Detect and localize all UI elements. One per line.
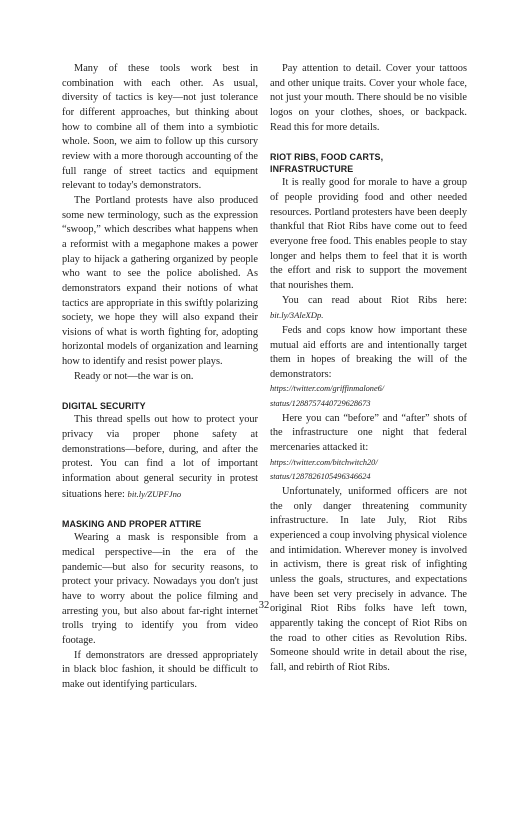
bitchwitch-tweet-link-line-2[interactable]: status/1287826105496346624 [270, 472, 371, 482]
paragraph-masking-1: Wearing a mask is responsible from a medical perspective—in the era of the pandemic—but also for security reasons, to protect your privacy. Nowadays you don't just have to worry about the police filming and arresting you, but also about far-right internet trolls trying to identify you from video footage. [62, 532, 258, 646]
paragraph-uniformed-officers: Unfortunately, uniformed officers are not the only danger threatening community infrastructure. In late July, Riot Ribs experienced a coup involving physical violence and intimidation. Wherever money is involved in activism, there is great risk of infighting unless the goals, structures, and expectations have been set very precisely in advance. The original Riot Ribs folks have left town, apparently taking the concept of Riot Ribs on the road to other cities as Revolution Ribs. Someone should write in detail about the rise, fall, and rebirth of Riot Ribs. [270, 486, 467, 673]
heading-digital-security: DIGITAL SECURITY [62, 401, 146, 412]
paragraph-riot-ribs-morale: It is really good for morale to have a group of people providing food and other needed resources. Portland protesters have been deeply thankful that Riot Ribs have come out to feed everyone free food. This enables people to stay longer and helps them to feel that it is worth the effort and risk to support the movement that nourishes them. [270, 177, 467, 291]
paragraph-before-after [270, 412, 467, 485]
heading-riot-ribs: RIOT RIBS, FOOD CARTS, INFRASTRUCTURE [270, 152, 384, 175]
paragraph-attention-detail: Pay attention to detail. Cover your tattoos and other unique traits. Cover your whole face, not just your mouth. There should be no visible logos on your clothes, shoes, or backpack. Read this for more details. [270, 63, 467, 133]
right-column [270, 62, 467, 676]
left-column [62, 62, 258, 693]
paragraph-riot-ribs-read [270, 294, 467, 324]
paragraph-war-is-on: Ready or not—the war is on. [74, 370, 194, 382]
feds-cops-text: Feds and cops know how important these mutual aid efforts are and intentionally target them in hopes of breaking the will of the demonstrators: [270, 324, 467, 380]
digital-security-link[interactable]: bit.ly/ZUPFJno [127, 488, 182, 499]
page-number: 32 [258, 600, 270, 611]
paragraph-portland-terminology: The Portland protests have also produced some new terminology, such as the expression “swoop,” which describes what happens when a reformist with a megaphone makes a power play to hijack a gathering organized by people who want to see the police abolished. As demonstrators expand their notions of what tactics are appropriate in this swiftly polarizing society, we hope they will also expand their visions of what is worth fighting for, adopting horizontal models of organization and learning how to identify and resist power plays. [62, 194, 258, 368]
paragraph-feds-cops [270, 324, 467, 412]
griffin-tweet-link-line-2[interactable]: status/1288757440729628673 [270, 399, 371, 409]
paragraph-masking-2: If demonstrators are dressed appropriately in black bloc fashion, it should be difficult to make out identifying particulars. [62, 649, 258, 690]
before-after-text: Here you can “before” and “after” shots of the infrastructure one night that federal mercenaries attacked it: [270, 412, 467, 454]
paragraph-tools-combination: Many of these tools work best in combination with each other. As usual, diversity of tactics is key—not just tolerance for different approaches, but thinking about how to combine all of them into a symbiotic whole. Soon, we aim to follow up this cursory review with a more thorough accounting of the full range of street tactics and equipment relevant to today's demonstrators. [62, 63, 258, 192]
heading-masking-attire: MASKING AND PROPER ATTIRE [62, 519, 202, 530]
paragraph-digital-security [62, 413, 258, 502]
griffin-tweet-link-line-1[interactable]: https://twitter.com/griffinmalone6/ [270, 384, 385, 394]
riot-ribs-link[interactable]: bit.ly/3AleXDp. [270, 310, 324, 321]
digital-security-text: This thread spells out how to protect your privacy via proper phone safety at demonstrations—before, during, and after the protest. You can find a lot of important information about general security in protest situations here: [62, 414, 258, 500]
bitchwitch-tweet-link-line-1[interactable]: https://twitter.com/bitchwitch20/ [270, 457, 378, 467]
riot-ribs-read-text: You can read about Riot Ribs here: [282, 294, 467, 306]
